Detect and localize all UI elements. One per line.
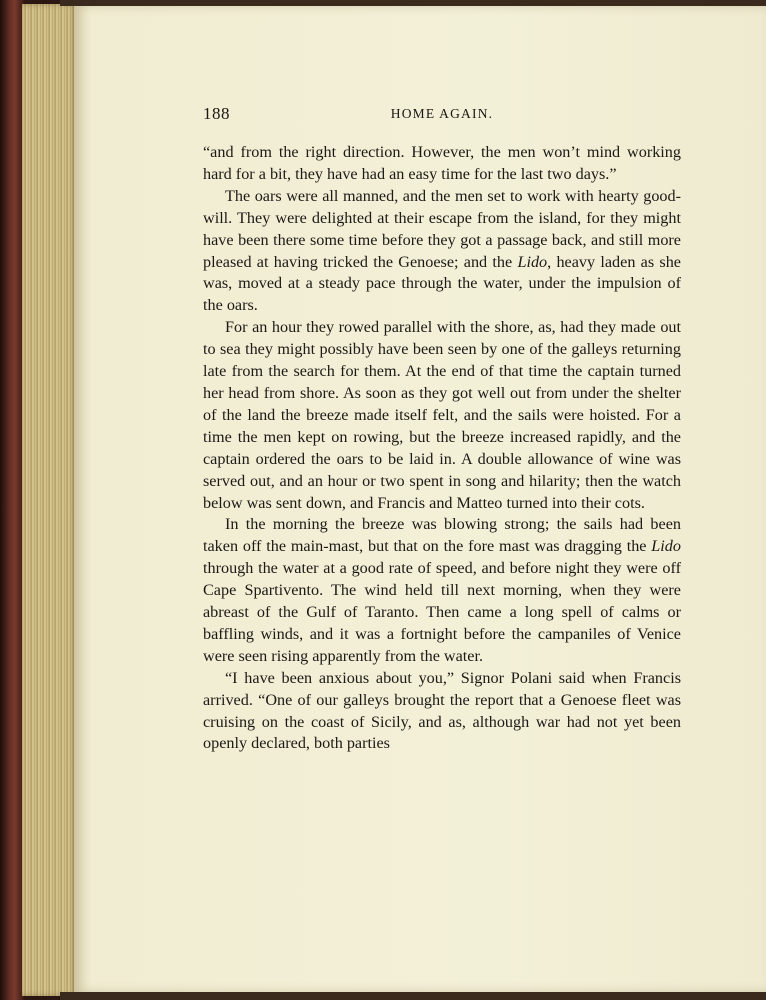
page-number: 188 (203, 104, 230, 123)
body-text (203, 142, 681, 755)
text-segment: through the water at a good rate of speed, and before night they were off Cape Spartivento. The wind held till next morning, when they were abreast of the Gulf of Taranto. Then came a long spell of calms or baffling winds, and it was a fortnight before the campaniles of Venice were seen rising apparently from the water. (203, 559, 681, 665)
book-cover-edge (0, 0, 24, 1000)
paragraph (203, 142, 681, 186)
text-segment: , heavy laden as she was, moved at a steady pace through the water, under the impulsion of the oars. (203, 252, 681, 315)
running-head: HOME AGAIN. (390, 106, 494, 121)
text-segment: In the morning the breeze was blowing strong; the sails had been taken off the main-mast, but that on the fore mast was dragging the (203, 515, 681, 556)
paragraph (203, 317, 681, 514)
paragraph (203, 514, 681, 667)
ship-name: Lido (517, 252, 548, 271)
scan-bottom-edge (60, 992, 766, 1000)
text-segment: The oars were all manned, and the men set to work with hearty good-will. They were delighted at their escape from the island, for they might have been there some time before they got a passage back, and still more pleased at having tricked the Genoese; and the (203, 186, 681, 271)
page-edges (22, 4, 78, 996)
text-segment: “and from the right direction. However, the men won’t mind working hard for a bit, they have had an easy time for the last two days.” (203, 143, 681, 183)
page-header (203, 104, 681, 128)
text-segment: “I have been anxious about you,” Signor Polani said when Francis arrived. “One of our galleys brought the report that a Genoese fleet was cruising on the coast of Sicily, and as, although war had not yet been openly declared, both parties (203, 668, 681, 753)
paragraph (203, 186, 681, 317)
text-segment: For an hour they rowed parallel with the shore, as, had they made out to sea they might possibly have been seen by one of the galleys returning late from the search for them. At the end of that time the captain turned her head from shore. As soon as they got well out from under the shelter of the land the breeze made itself felt, and the sails were hoisted. For a time the men kept on rowing, but the breeze increased rapidly, and the captain ordered the oars to be laid in. A double allowance of wine was served out, and an hour or two spent in song and hilarity; then the watch below was sent down, and Francis and Matteo turned into their cots. (203, 318, 681, 512)
ship-name: Lido (651, 537, 681, 556)
paragraph (203, 668, 681, 756)
